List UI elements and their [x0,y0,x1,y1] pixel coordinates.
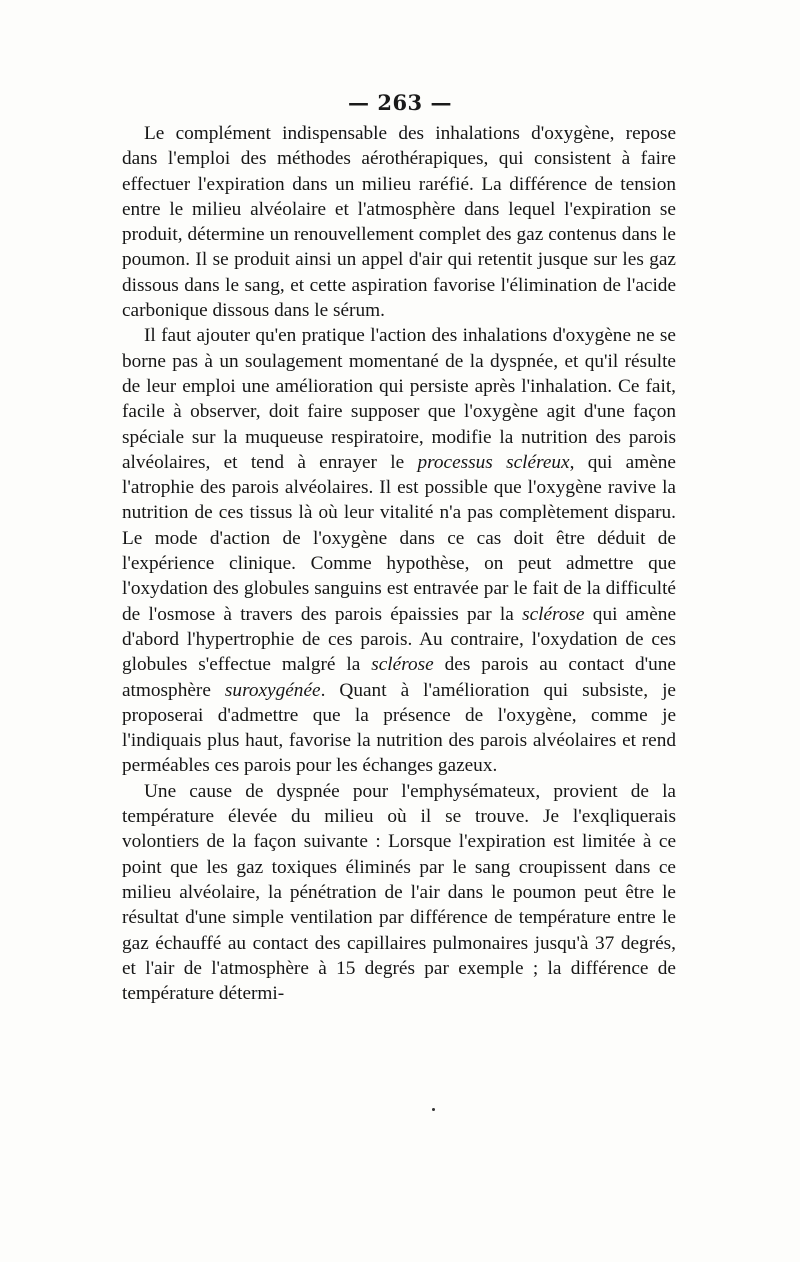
body-text [122,121,676,1006]
italic-text: suroxygénée [224,679,321,701]
italic-text: processus scléreux [417,451,570,473]
paragraph [122,323,676,778]
text-run: qui amène d'abord l'hypertrophie de ces parois. Au contraire, l'oxydation de ces globules s'effectue malgré la [122,603,677,676]
text-run: . Quant à l'amélioration qui subsiste, je proposerai d'admettre que la présence de l'oxygène, comme je l'indiquais plus haut, favorise la nutrition des parois alvéolaires et rend perméables ces parois pour les échanges gazeux. [122,679,676,777]
italic-text: sclérose [371,654,434,676]
text-run: des parois au contact d'une atmosphère [122,654,676,701]
text-run: , qui amène l'atrophie des parois alvéolaires. Il est possible que l'oxygène ravive la nutrition de ces tissus là où leur vitalité n'a pas complètement disparu. Le mode d'action de l'oxygène dans ce cas doit être déduit de l'expérience clinique. Comme hypothèse, on peut admettre que l'oxydation des globules sanguins est entravée par le fait de la difficulté de l'osmose à travers des parois épaissies par la [122,451,676,625]
paragraph [122,779,676,1007]
page-number: — 263 — [348,90,452,115]
text-run: Il faut ajouter qu'en pratique l'action des inhalations d'oxygène ne se borne pas à un soulagement momentané de la dyspnée, et qu'il résulte de leur emploi une amélioration qui persiste après l'inhalation. Ce fait, facile à observer, doit faire supposer que l'oxygène agit d'une façon spéciale sur la muqueuse respiratoire, modifie la nutrition des parois alvéolaires, et tend à enrayer le [122,325,676,473]
italic-text: sclérose [522,603,585,625]
text-run: Le complément indispensable des inhalations d'oxygène, repose dans l'emploi des méthodes aérothérapiques, qui consistent à faire effectuer l'expiration dans un milieu raréfié. La différence de tension entre le milieu alvéolaire et l'atmosphère dans lequel l'expiration se produit, détermine un renouvellement complet des gaz contenus dans le poumon. Il se produit ainsi un appel d'air qui retentit jusque sur les gaz dissous dans le sang, et cette aspiration favorise l'élimination de l'acide carbonique dissous dans le sérum. [122,123,676,322]
text-run: Une cause de dyspnée pour l'emphysémateux, provient de la température élevée du milieu où il se trouve. Je l'exqliquerais volontiers de la façon suivante : Lorsque l'expiration est limitée à ce point que les gaz toxiques éliminés par le sang croupissent dans ce milieu alvéolaire, la pénétration de l'air dans le poumon peut être le résultat d'une simple ventilation par différence de température entre le gaz échauffé au contact des capillaires pulmonaires jusqu'à 37 degrés, et l'air de l'atmosphère à 15 degrés par exemple ; la différence de température détermi- [122,780,676,1005]
ink-speck [432,1108,435,1111]
paragraph [122,121,676,323]
